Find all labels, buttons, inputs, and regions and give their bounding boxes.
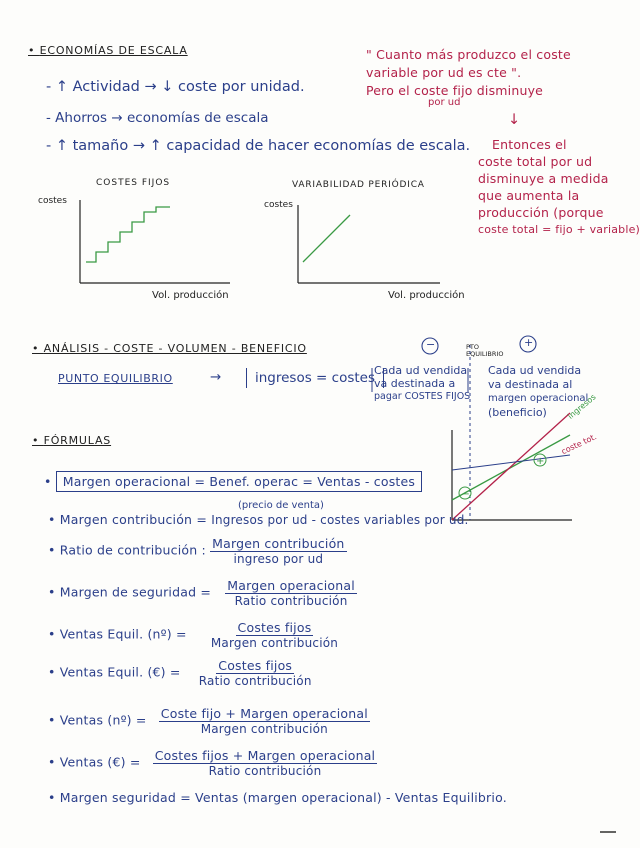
graph-fijos-title: COSTES FIJOS xyxy=(96,178,171,188)
plus-sign: + xyxy=(524,336,534,349)
graph-fijos-ylabel: costes xyxy=(38,196,67,206)
pto-equilibrio-label: PTO EQUILIBRIO xyxy=(466,343,504,358)
formula-2: • Margen contribución = Ingresos por ud - costes variables por ud. xyxy=(48,512,469,527)
left-note: Cada ud vendida va destinada a pagar COSTES FIJOS xyxy=(374,364,471,402)
heading-analisis: • ANÁLISIS - COSTE - VOLUMEN - BENEFICIO xyxy=(32,342,307,355)
right-note: Cada ud vendida va destinada al margen operacional (beneficio) xyxy=(488,364,589,419)
graph-fijos-xlabel: Vol. producción xyxy=(152,290,229,301)
formula-4: • Margen de seguridad = $\frac{\text{Margen operacional}}{\text{Ratio contribución}}$ xyxy=(48,578,355,608)
economias-item-1: - ↑ Actividad → ↓ coste por unidad. xyxy=(46,79,305,95)
costes-fijos-graph xyxy=(80,200,230,283)
graph-coste-label: coste tot. xyxy=(560,432,599,457)
ingresos-costes-box: ingresos = costes xyxy=(246,368,384,388)
red-conclusion: Entonces el coste total por ud disminuye a medida que aumenta la producción (porque coste total = fijo + variable) xyxy=(478,137,640,236)
graph-variable-ylabel: costes xyxy=(264,200,293,210)
formula-8: • Ventas (€) = $\frac{\text{Costes fijos + Margen operacional}}{\text{Ratio contribución}}$ xyxy=(48,748,376,778)
red-arrow-down: ↓ xyxy=(508,112,521,128)
economias-item-3: - ↑ tamaño → ↑ capacidad de hacer economías de escala. xyxy=(46,138,471,154)
graph-variable-title: VARIABILIDAD PERIÓDICA xyxy=(292,180,425,190)
punto-equilibrio-label: PUNTO EQUILIBRIO xyxy=(58,372,173,385)
red-note: " Cuanto más produzco el coste variable por ud es cte ". Pero el coste fijo disminuye xyxy=(366,47,571,98)
punto-arrow: → xyxy=(210,369,222,385)
graph-ingresos-label: ingresos xyxy=(566,392,598,421)
formula-6: • Ventas Equil. (€) = $\frac{\text{Costes fijos}}{\text{Ratio contribución}}$ xyxy=(48,658,312,688)
formula-2-note: (precio de venta) xyxy=(238,500,324,511)
formula-3: • Ratio de contribución : $\frac{\text{Margen contribución}}{\text{ingreso por ud}}$ xyxy=(48,536,345,566)
heading-economias: • ECONOMÍAS DE ESCALA xyxy=(28,44,188,57)
variabilidad-graph xyxy=(298,205,440,283)
economias-item-2: - Ahorros → economías de escala xyxy=(46,110,269,126)
formula-1: • Margen operacional = Benef. operac = Ventas - costes xyxy=(44,474,422,489)
formula-7: • Ventas (nº) = $\frac{\text{Coste fijo + Margen operacional}}{\text{Margen contribución}}$ xyxy=(48,706,368,736)
formula-5: • Ventas Equil. (nº) = $\frac{\text{Costes fijos}}{\text{Margen contribución}}$ xyxy=(48,620,339,650)
minus-sign: − xyxy=(426,338,436,351)
svg-text:−: − xyxy=(461,489,470,500)
graph-variable-xlabel: Vol. producción xyxy=(388,290,465,301)
red-note-sub: por ud xyxy=(428,97,461,108)
formula-9: • Margen seguridad = Ventas (margen operacional) - Ventas Equilibrio. xyxy=(48,790,507,805)
svg-text:+: + xyxy=(536,456,545,467)
heading-formulas: • FÓRMULAS xyxy=(32,434,112,447)
